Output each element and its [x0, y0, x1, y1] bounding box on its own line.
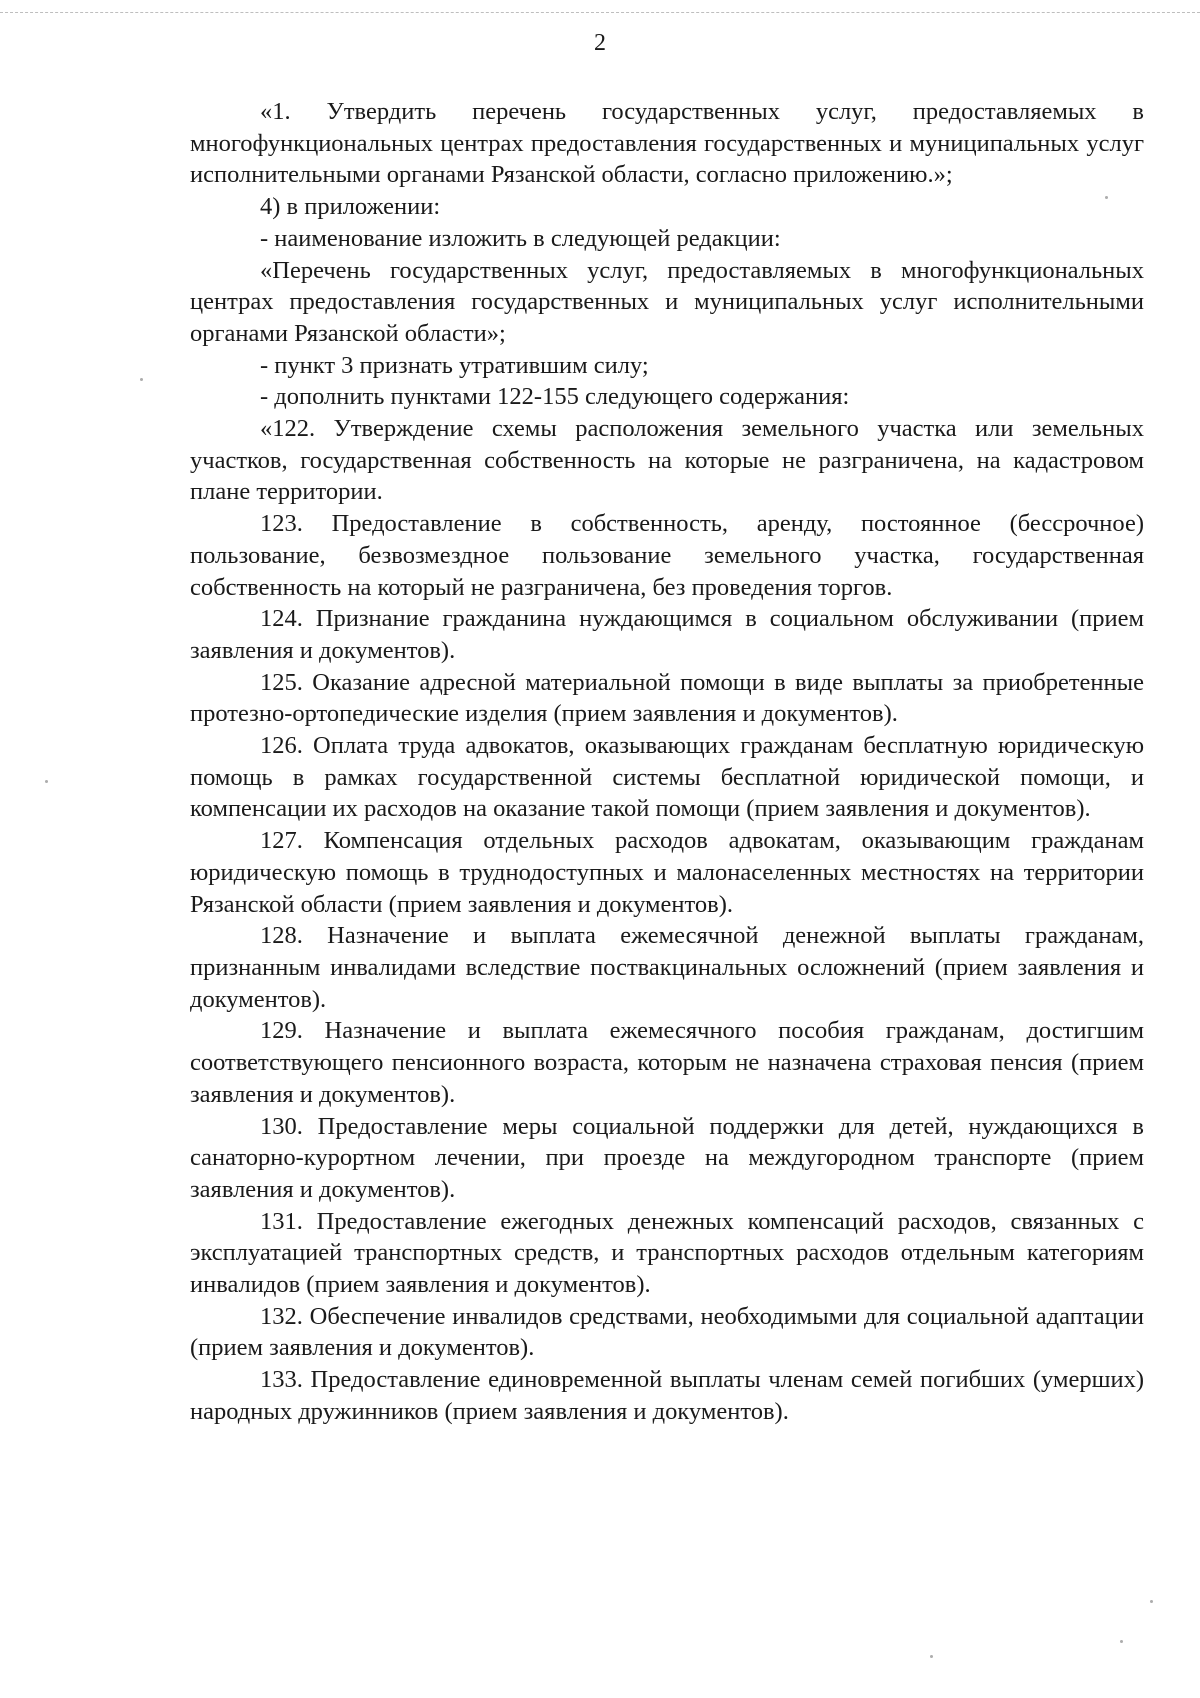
scan-speck	[140, 378, 143, 381]
scan-speck	[45, 780, 48, 783]
paragraph-repeal-item-3: - пункт 3 признать утратившим силу;	[260, 351, 649, 379]
list-item-130: 130. Предоставление меры социальной поддержки для детей, нуждающихся в санаторно-курортном лечении, при проезде на междугородном транспорте (прием заявления и документов).	[190, 1112, 1144, 1203]
list-item-126: 126. Оплата труда адвокатов, оказывающих гражданам бесплатную юридическую помощь в рамках государственной системы бесплатной юридической помощи, и компенсации их расходов на оказание такой помощи (прием заявления и документов).	[190, 732, 1144, 823]
list-item-124: 124. Признание гражданина нуждающимся в социальном обслуживании (прием заявления и документов).	[190, 605, 1144, 664]
paragraph-new-title: «Перечень государственных услуг, предоставляемых в многофункциональных центрах предоставления государственных и муниципальных услуг исполнительными органами Рязанской области»;	[190, 256, 1144, 347]
list-item-125: 125. Оказание адресной материальной помощи в виде выплаты за приобретенные протезно-ортопедические изделия (прием заявления и документов).	[190, 668, 1144, 728]
list-item-129: 129. Назначение и выплата ежемесячного пособия гражданам, достигшим соответствующего пенсионного возраста, которым не назначена страховая пенсия (прием заявления и документов).	[190, 1017, 1144, 1108]
scan-edge-artifact	[0, 12, 1200, 19]
scan-speck	[1120, 1640, 1123, 1643]
scan-speck	[1150, 1600, 1153, 1603]
paragraph-add-items-instruction: - дополнить пунктами 122-155 следующего содержания:	[260, 383, 850, 411]
list-item-122: «122. Утверждение схемы расположения земельного участка или земельных участков, государственная собственность на которые не разграничена, на кадастровом плане территории.	[190, 415, 1144, 506]
scan-speck	[1105, 196, 1108, 199]
list-item-131: 131. Предоставление ежегодных денежных компенсаций расходов, связанных с эксплуатацией транспортных средств, и транспортных расходов отдельным категориям инвалидов (прием заявления и документов).	[190, 1207, 1144, 1299]
paragraph-rename-instruction: - наименование изложить в следующей редакции:	[260, 224, 781, 252]
list-item-127: 127. Компенсация отдельных расходов адвокатам, оказывающим гражданам юридическую помощь в труднодоступных и малонаселенных местностях на территории Рязанской области (прием заявления и документов).	[190, 827, 1144, 918]
list-item-132: 132. Обеспечение инвалидов средствами, необходимыми для социальной адаптации (прием заявления и документов).	[190, 1302, 1144, 1362]
list-item-133: 133. Предоставление единовременной выплаты членам семей погибших (умерших) народных дружинников (прием заявления и документов).	[190, 1366, 1144, 1425]
document-body	[190, 96, 1144, 1428]
list-item-123: 123. Предоставление в собственность, аренду, постоянное (бессрочное) пользование, безвозмездное пользование земельного участка, государственная собственность на который не разграничена, без проведения торгов.	[190, 510, 1144, 601]
page-number: 2	[594, 30, 606, 56]
paragraph-item-1: «1. Утвердить перечень государственных услуг, предоставляемых в многофункциональных центрах предоставления государственных и муниципальных услуг исполнительными органами Рязанской области, согласно приложению.»;	[190, 98, 1144, 189]
paragraph-annex-heading: 4) в приложении:	[260, 193, 441, 221]
scan-speck	[930, 1655, 933, 1658]
list-item-128: 128. Назначение и выплата ежемесячной денежной выплаты гражданам, признанным инвалидами вследствие поствакцинальных осложнений (прием заявления и документов).	[190, 922, 1144, 1013]
